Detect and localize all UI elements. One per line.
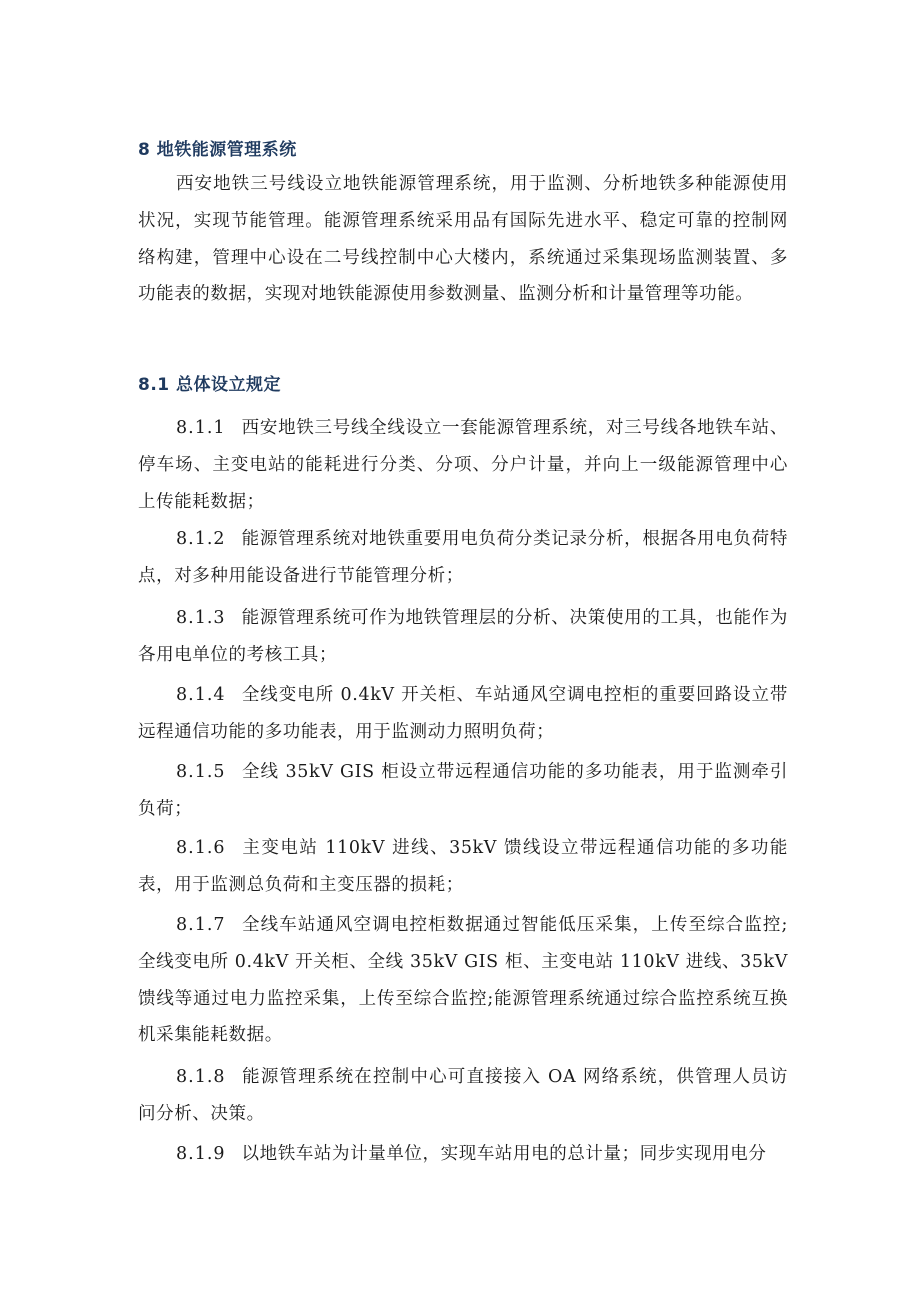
clause-text: 全线 35kV GIS 柜设立带远程通信功能的多功能表，用于监测牵引负荷；	[138, 762, 788, 819]
clause-paragraph	[138, 677, 788, 751]
clause-paragraph	[138, 1136, 788, 1173]
clause-number: 8.1.6	[176, 838, 226, 858]
clause-text: 全线变电所 0.4kV 开关柜、车站通风空调电控柜的重要回路设立带远程通信功能的多功能表，用于监测动力照明负荷；	[138, 685, 788, 742]
clause-paragraph	[138, 830, 788, 904]
clause-text: 西安地铁三号线全线设立一套能源管理系统，对三号线各地铁车站、停车场、主变电站的能耗进行分类、分项、分户计量，并向上一级能源管理中心上传能耗数据；	[138, 418, 788, 512]
clause-number: 8.1.7	[176, 915, 226, 935]
clause-text: 能源管理系统可作为地铁管理层的分析、决策使用的工具，也能作为各用电单位的考核工具；	[138, 608, 788, 665]
clause-text: 以地铁车站为计量单位，实现车站用电的总计量；同步实现用电分	[241, 1144, 767, 1164]
clause-number: 8.1.9	[176, 1144, 226, 1164]
clause-text: 能源管理系统对地铁重要用电负荷分类记录分析，根据各用电负荷特点，对多种用能设备进行节能管理分析；	[138, 529, 788, 586]
clause-paragraph	[138, 600, 788, 674]
clause-number: 8.1.3	[176, 608, 226, 628]
clause-text: 主变电站 110kV 进线、35kV 馈线设立带远程通信功能的多功能表，用于监测总负荷和主变压器的损耗；	[138, 838, 788, 895]
section-heading: 8 地铁能源管理系统	[138, 140, 297, 160]
clause-number: 8.1.5	[176, 762, 226, 782]
clause-number: 8.1.1	[176, 418, 226, 438]
subsection-heading: 8.1 总体设立规定	[138, 375, 282, 395]
clause-paragraph	[138, 754, 788, 828]
intro-paragraph: 西安地铁三号线设立地铁能源管理系统，用于监测、分析地铁多种能源使用状况，实现节能管理。能源管理系统采用品有国际先进水平、稳定可靠的控制网络构建，管理中心设在二号线控制中心大楼内，系统通过采集现场监测装置、多功能表的数据，实现对地铁能源使用参数测量、监测分析和计量管理等功能。	[138, 174, 788, 305]
clause-number: 8.1.2	[176, 529, 226, 549]
clause-paragraph	[138, 1059, 788, 1133]
clause-text: 全线车站通风空调电控柜数据通过智能低压采集，上传至综合监控;全线变电所 0.4kV 开关柜、全线 35kV GIS 柜、主变电站 110kV 进线、35kV 馈线等通过电力监控采集，上传至综合监控;能源管理系统通过综合监控系统互换机采集能耗数据。	[138, 915, 788, 1046]
clause-number: 8.1.8	[176, 1067, 226, 1087]
clause-text: 能源管理系统在控制中心可直接接入 OA 网络系统，供管理人员访问分析、决策。	[138, 1067, 788, 1124]
clause-paragraph	[138, 521, 788, 595]
clause-number: 8.1.4	[176, 685, 226, 705]
clause-paragraph	[138, 410, 788, 520]
clause-paragraph	[138, 907, 788, 1054]
